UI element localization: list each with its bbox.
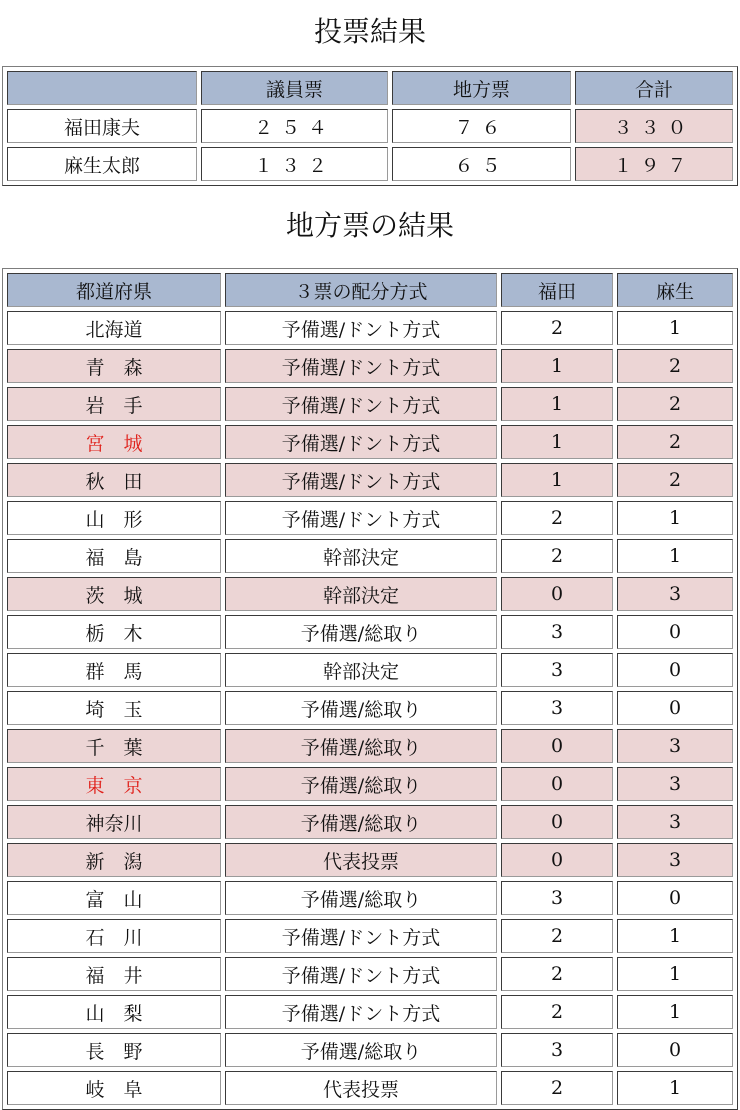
table-row [7, 843, 733, 877]
aso-cell: 3 [617, 577, 733, 611]
aso-cell: 1 [617, 919, 733, 953]
fukuda-cell: 2 [501, 539, 613, 573]
method-cell: 予備選/総取り [225, 615, 497, 649]
local-header-cell: ３票の配分方式 [225, 273, 497, 307]
candidate-name: 麻生太郎 [7, 147, 197, 181]
prefecture-cell: 茨 城 [7, 577, 221, 611]
aso-cell: 3 [617, 767, 733, 801]
fukuda-cell: 3 [501, 881, 613, 915]
fukuda-cell: 2 [501, 957, 613, 991]
aso-cell: 2 [617, 387, 733, 421]
table-row [7, 691, 733, 725]
table-row [7, 653, 733, 687]
prefecture-cell: 北海道 [7, 311, 221, 345]
table-row [7, 539, 733, 573]
method-cell: 予備選/ドント方式 [225, 349, 497, 383]
prefecture-cell: 富 山 [7, 881, 221, 915]
prefecture-cell: 宮 城 [7, 425, 221, 459]
aso-cell: 3 [617, 729, 733, 763]
table-row [7, 805, 733, 839]
aso-cell: 1 [617, 957, 733, 991]
fukuda-cell: 1 [501, 463, 613, 497]
fukuda-cell: 0 [501, 577, 613, 611]
table-row [7, 425, 733, 459]
method-cell: 予備選/総取り [225, 1033, 497, 1067]
section-title: 地方票の結果 [285, 209, 454, 242]
prefecture-cell: 東 京 [7, 767, 221, 801]
aso-cell: 3 [617, 805, 733, 839]
aso-cell: 3 [617, 843, 733, 877]
aso-cell: 1 [617, 995, 733, 1029]
table-row [7, 463, 733, 497]
local-header-cell: 福田 [501, 273, 613, 307]
method-cell: 予備選/総取り [225, 729, 497, 763]
giin-votes: ２５４ [201, 109, 388, 143]
aso-cell: 0 [617, 691, 733, 725]
prefecture-cell: 神奈川 [7, 805, 221, 839]
aso-cell: 0 [617, 615, 733, 649]
local-header-cell: 麻生 [617, 273, 733, 307]
result-header-cell [7, 71, 197, 105]
method-cell: 予備選/総取り [225, 691, 497, 725]
fukuda-cell: 0 [501, 805, 613, 839]
table-row [7, 311, 733, 345]
method-cell: 予備選/ドント方式 [225, 995, 497, 1029]
aso-cell: 2 [617, 349, 733, 383]
method-cell: 幹部決定 [225, 653, 497, 687]
result-header-cell: 合計 [575, 71, 733, 105]
aso-cell: 1 [617, 539, 733, 573]
fukuda-cell: 3 [501, 691, 613, 725]
giin-votes: １３２ [201, 147, 388, 181]
prefecture-cell: 石 川 [7, 919, 221, 953]
prefecture-cell: 青 森 [7, 349, 221, 383]
method-cell: 予備選/ドント方式 [225, 957, 497, 991]
fukuda-cell: 1 [501, 387, 613, 421]
prefecture-cell: 埼 玉 [7, 691, 221, 725]
method-cell: 予備選/ドント方式 [225, 463, 497, 497]
fukuda-cell: 3 [501, 615, 613, 649]
prefecture-cell: 群 馬 [7, 653, 221, 687]
fukuda-cell: 3 [501, 1033, 613, 1067]
prefecture-cell: 千 葉 [7, 729, 221, 763]
table-row [7, 729, 733, 763]
prefecture-cell: 山 梨 [7, 995, 221, 1029]
table-row [7, 501, 733, 535]
result-table [2, 66, 738, 186]
fukuda-cell: 0 [501, 729, 613, 763]
table-row [7, 387, 733, 421]
fukuda-cell: 0 [501, 843, 613, 877]
aso-cell: 1 [617, 501, 733, 535]
method-cell: 予備選/ドント方式 [225, 919, 497, 953]
aso-cell: 0 [617, 881, 733, 915]
local-vote-table [2, 268, 738, 1110]
prefecture-cell: 新 潟 [7, 843, 221, 877]
chiho-votes: ６５ [392, 147, 571, 181]
method-cell: 予備選/ドント方式 [225, 425, 497, 459]
table-row [7, 919, 733, 953]
total-votes: ３３０ [575, 109, 733, 143]
method-cell: 予備選/ドント方式 [225, 311, 497, 345]
fukuda-cell: 2 [501, 919, 613, 953]
prefecture-cell: 岩 手 [7, 387, 221, 421]
local-table-body [7, 311, 733, 1105]
local-header-row [7, 273, 733, 307]
method-cell: 幹部決定 [225, 539, 497, 573]
table-row [7, 1071, 733, 1105]
prefecture-cell: 岐 阜 [7, 1071, 221, 1105]
candidate-name: 福田康夫 [7, 109, 197, 143]
method-cell: 予備選/総取り [225, 805, 497, 839]
aso-cell: 1 [617, 311, 733, 345]
fukuda-cell: 2 [501, 501, 613, 535]
method-cell: 予備選/ドント方式 [225, 501, 497, 535]
prefecture-cell: 福 島 [7, 539, 221, 573]
aso-cell: 2 [617, 425, 733, 459]
method-cell: 予備選/総取り [225, 767, 497, 801]
page-title: 投票結果 [313, 15, 426, 48]
prefecture-cell: 福 井 [7, 957, 221, 991]
method-cell: 予備選/総取り [225, 881, 497, 915]
method-cell: 幹部決定 [225, 577, 497, 611]
aso-cell: 0 [617, 1033, 733, 1067]
result-header-cell: 地方票 [392, 71, 571, 105]
fukuda-cell: 1 [501, 425, 613, 459]
aso-cell: 0 [617, 653, 733, 687]
table-row [7, 1033, 733, 1067]
result-header-row [7, 71, 733, 105]
table-row [7, 147, 733, 181]
table-row [7, 881, 733, 915]
aso-cell: 1 [617, 1071, 733, 1105]
table-row [7, 615, 733, 649]
fukuda-cell: 2 [501, 1071, 613, 1105]
table-row [7, 957, 733, 991]
method-cell: 代表投票 [225, 1071, 497, 1105]
fukuda-cell: 2 [501, 995, 613, 1029]
table-row [7, 577, 733, 611]
table-row [7, 767, 733, 801]
total-votes: １９７ [575, 147, 733, 181]
table-row [7, 995, 733, 1029]
fukuda-cell: 2 [501, 311, 613, 345]
local-header-cell: 都道府県 [7, 273, 221, 307]
table-row [7, 349, 733, 383]
fukuda-cell: 1 [501, 349, 613, 383]
prefecture-cell: 長 野 [7, 1033, 221, 1067]
chiho-votes: ７６ [392, 109, 571, 143]
method-cell: 予備選/ドント方式 [225, 387, 497, 421]
result-header-cell: 議員票 [201, 71, 388, 105]
prefecture-cell: 栃 木 [7, 615, 221, 649]
prefecture-cell: 秋 田 [7, 463, 221, 497]
fukuda-cell: 0 [501, 767, 613, 801]
fukuda-cell: 3 [501, 653, 613, 687]
table-row [7, 109, 733, 143]
prefecture-cell: 山 形 [7, 501, 221, 535]
aso-cell: 2 [617, 463, 733, 497]
method-cell: 代表投票 [225, 843, 497, 877]
